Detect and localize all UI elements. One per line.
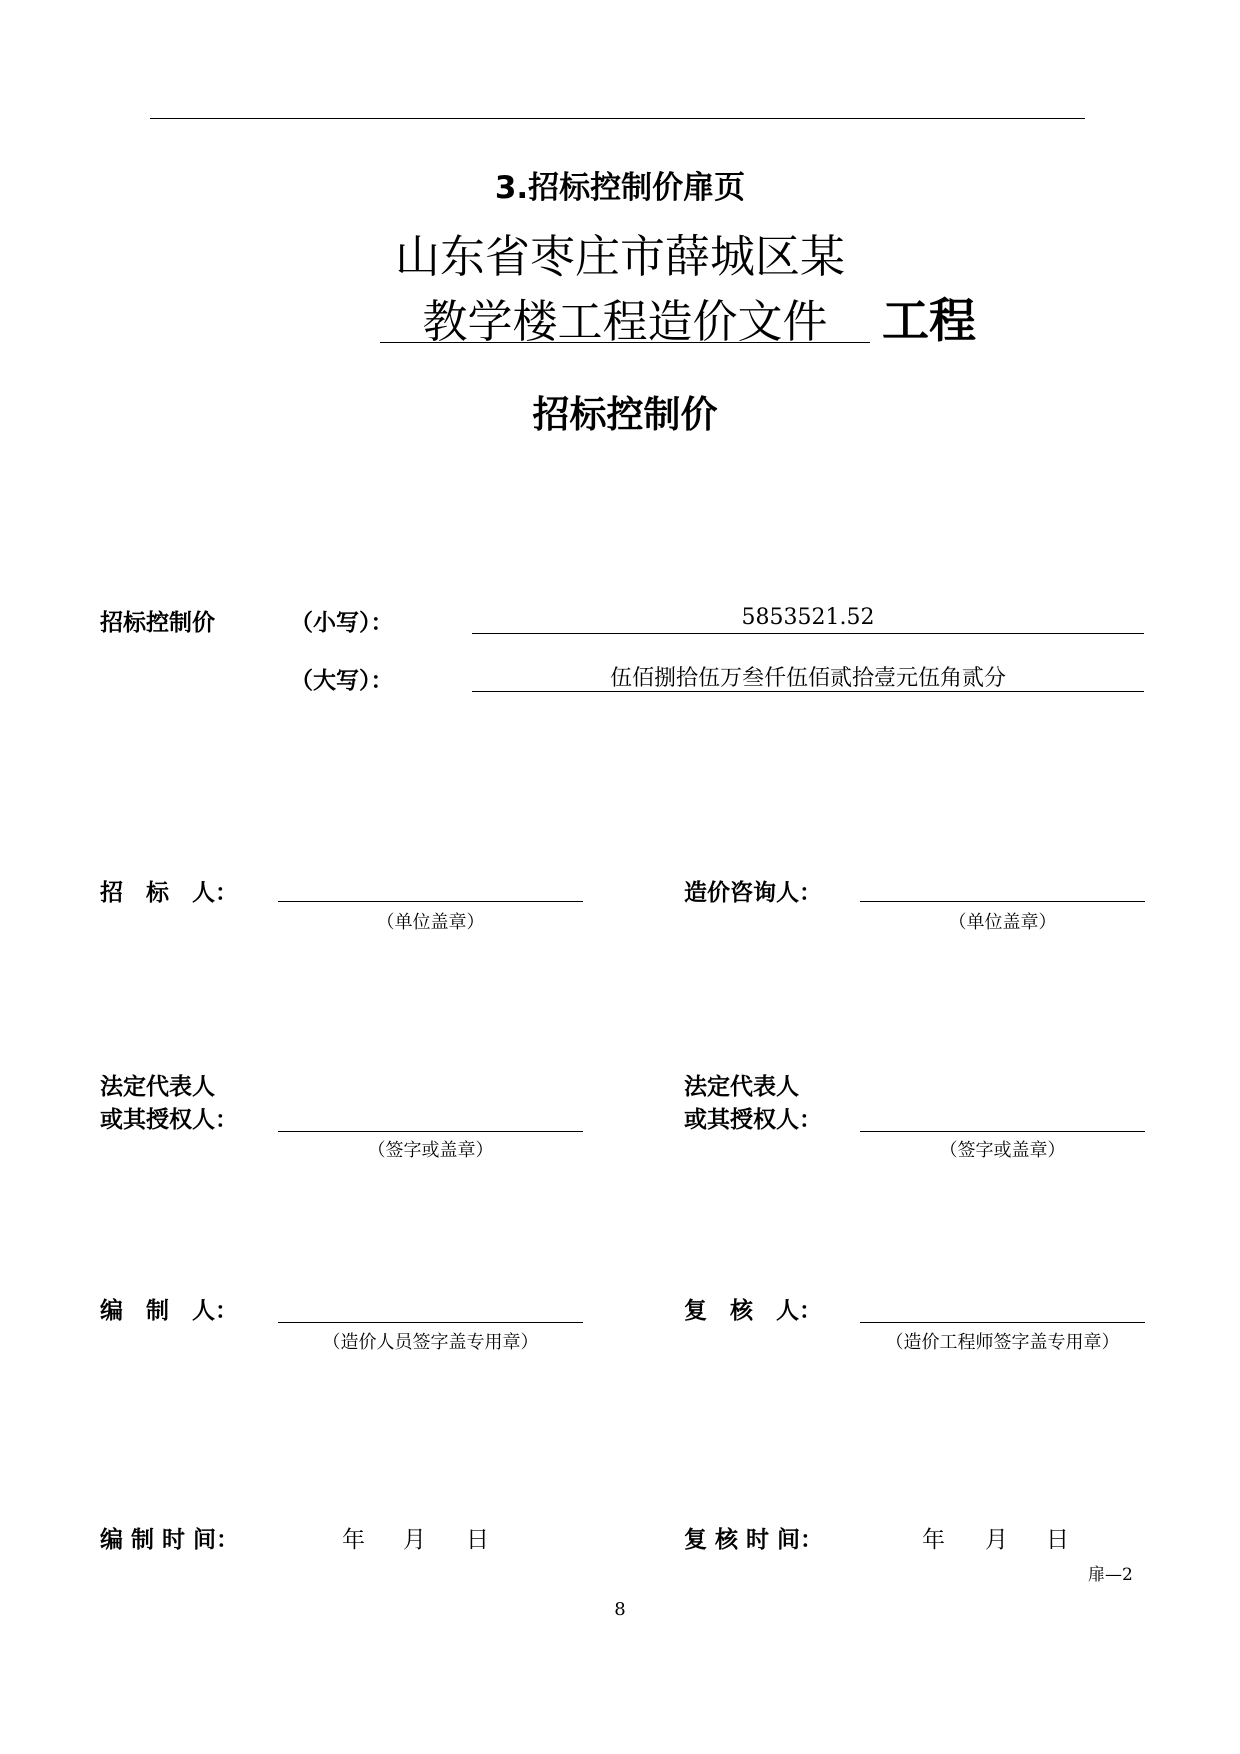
price-upper-line [472,691,1144,692]
compiler-note: （造价人员签字盖专用章） [322,1332,539,1353]
legal-rep-right-note: （签字或盖章） [939,1140,1066,1161]
section-title: 3.招标控制价扉页 [494,170,746,206]
consultant-line [860,901,1145,902]
doc-type-title: 招标控制价 [532,393,718,436]
reviewer-note: （造价工程师签字盖专用章） [885,1332,1120,1353]
legal-rep-left-note: （签字或盖章） [367,1140,494,1161]
price-lower-line [472,633,1144,634]
review-date-day: 日 [1046,1527,1069,1553]
consultant-label: 造价咨询人： [684,880,822,906]
project-name-underline [380,342,870,343]
legal-rep-left-line [278,1131,583,1132]
price-lower-value: 5853521.52 [741,605,875,630]
reviewer-label: 复 核 人： [684,1298,822,1324]
price-upper-value: 伍佰捌拾伍万叁仟伍佰贰拾壹元伍角贰分 [609,666,1006,691]
legal-rep-right-line1: 法定代表人 [684,1074,799,1100]
review-date-label: 复 核 时 间： [684,1527,824,1553]
page-number: 8 [614,1599,626,1620]
compile-date-month: 月 [403,1527,426,1553]
compiler-line [278,1322,583,1323]
project-suffix: 工程 [882,294,976,349]
price-lower-label: （小写）： [290,610,394,636]
compile-date-year: 年 [342,1527,365,1553]
project-name-line2: 教学楼工程造价文件 [422,295,828,348]
price-upper-label: （大写）： [290,668,394,694]
review-date-year: 年 [922,1527,945,1553]
price-label: 招标控制价 [100,610,215,636]
review-date-month: 月 [985,1527,1008,1553]
reviewer-line [860,1322,1145,1323]
compile-date-label: 编 制 时 间： [100,1527,240,1553]
tenderer-label: 招 标 人： [100,880,238,906]
project-name-line1: 山东省枣庄市薛城区某 [394,230,845,283]
form-code: 扉—2 [1088,1565,1133,1585]
legal-rep-right-line [860,1131,1145,1132]
consultant-note: （单位盖章） [948,912,1057,933]
compiler-label: 编 制 人： [100,1298,238,1324]
tenderer-line [278,901,583,902]
tenderer-note: （单位盖章） [376,912,485,933]
header-rule [150,118,1085,119]
legal-rep-left-line1: 法定代表人 [100,1074,215,1100]
compile-date-day: 日 [466,1527,489,1553]
legal-rep-left-line2: 或其授权人： [100,1107,238,1133]
legal-rep-right-line2: 或其授权人： [684,1107,822,1133]
